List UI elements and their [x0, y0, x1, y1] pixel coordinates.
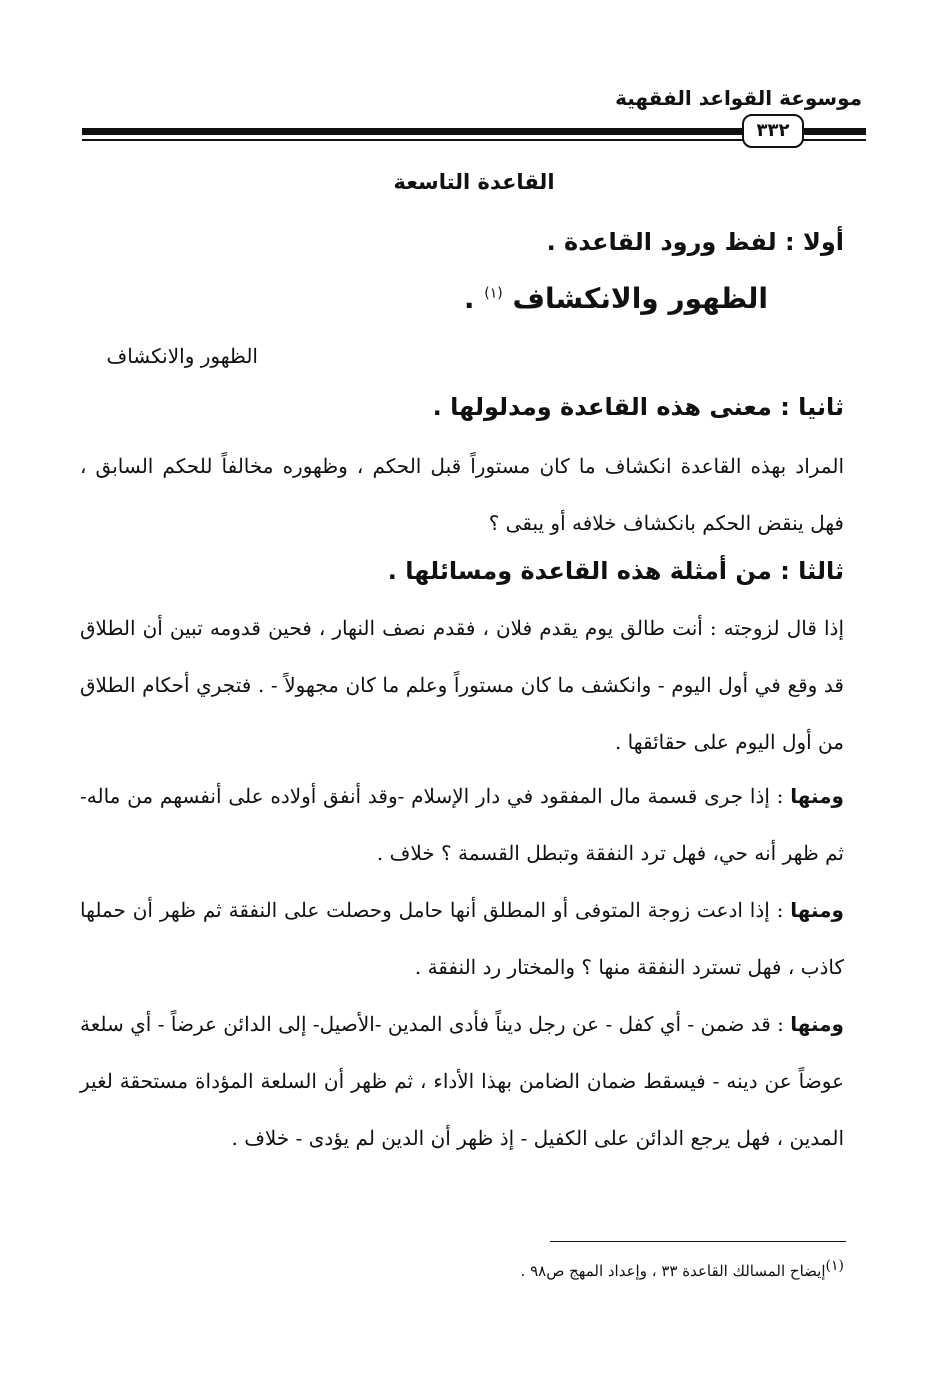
example-lead-2: ومنها [790, 784, 844, 808]
rule-title: القاعدة التاسعة [393, 170, 555, 194]
example-paragraph-4 [80, 996, 844, 1167]
running-header-title: موسوعة القواعد الفقهية [615, 86, 862, 110]
example-lead-3: ومنها [790, 898, 844, 922]
footnote-reference: (١) [484, 285, 503, 302]
example-text-2: : إذا جرى قسمة مال المفقود في دار الإسلام -وقد أنفق أولاده على أنفسهم من ماله- ثم ظهر أنه حي، فهل ترد النفقة وتبطل القسمة ؟ خلاف . [80, 784, 844, 865]
section3-heading: ثالثا : من أمثلة هذه القاعدة ومسائلها . [387, 557, 844, 585]
example-text-4: : قد ضمن - أي كفل - عن رجل ديناً فأدى المدين -الأصيل- إلى الدائن عرضاً - أي سلعة عوضاً عن دينه - فيسقط ضمان الضامن بهذا الأداء ، ثم ظهر أن السلعة المؤداة مستحقة لغير المدين ، فهل يرجع الدائن على الكفيل - إذ ظهر أن الدين لم يؤدى - خلاف . [80, 1012, 844, 1150]
example-lead-4: ومنها [790, 1012, 844, 1036]
example-paragraph-2 [80, 768, 844, 882]
example-paragraph-1: إذا قال لزوجته : أنت طالق يوم يقدم فلان ، فقدم نصف النهار ، فحين قدومه تبين أن الطلاق قد وقع في أول اليوم - وانكشف ما كان مستوراً وعلم ما كان مجهولاً - . فتجري أحكام الطلاق من أول اليوم على حقائقها . [80, 616, 844, 754]
section2-paragraph: المراد بهذه القاعدة انكشاف ما كان مستوراً قبل الحكم ، وظهوره مخالفاً للحكم السابق ، فهل ينقض الحكم بانكشاف خلافه أو يبقى ؟ [80, 454, 844, 535]
footnote-text: إيضاح المسالك القاعدة ٣٣ ، وإعداد المهج ص٩٨ . [520, 1262, 826, 1280]
example-paragraph-3 [80, 882, 844, 996]
section1-heading: أولا : لفظ ورود القاعدة . [546, 228, 844, 256]
rule-wording-period: . [463, 282, 485, 315]
page-number: ٣٣٢ [742, 114, 804, 148]
footnote-marker: (١) [825, 1258, 844, 1274]
section2-heading: ثانيا : معنى هذه القاعدة ومدلولها . [432, 393, 844, 421]
rule-wording-plain: الظهور والانكشاف [106, 344, 258, 368]
rule-wording-text: الظهور والانكشاف [512, 282, 768, 315]
footnote-separator [550, 1241, 846, 1242]
footnote [521, 1258, 844, 1280]
rule-wording [464, 282, 768, 315]
example-text-3: : إذا ادعت زوجة المتوفى أو المطلق أنها حامل وحصلت على النفقة ثم ظهر أن حملها كاذب ، فهل تسترد النفقة منها ؟ والمختار رد النفقة . [80, 898, 844, 979]
